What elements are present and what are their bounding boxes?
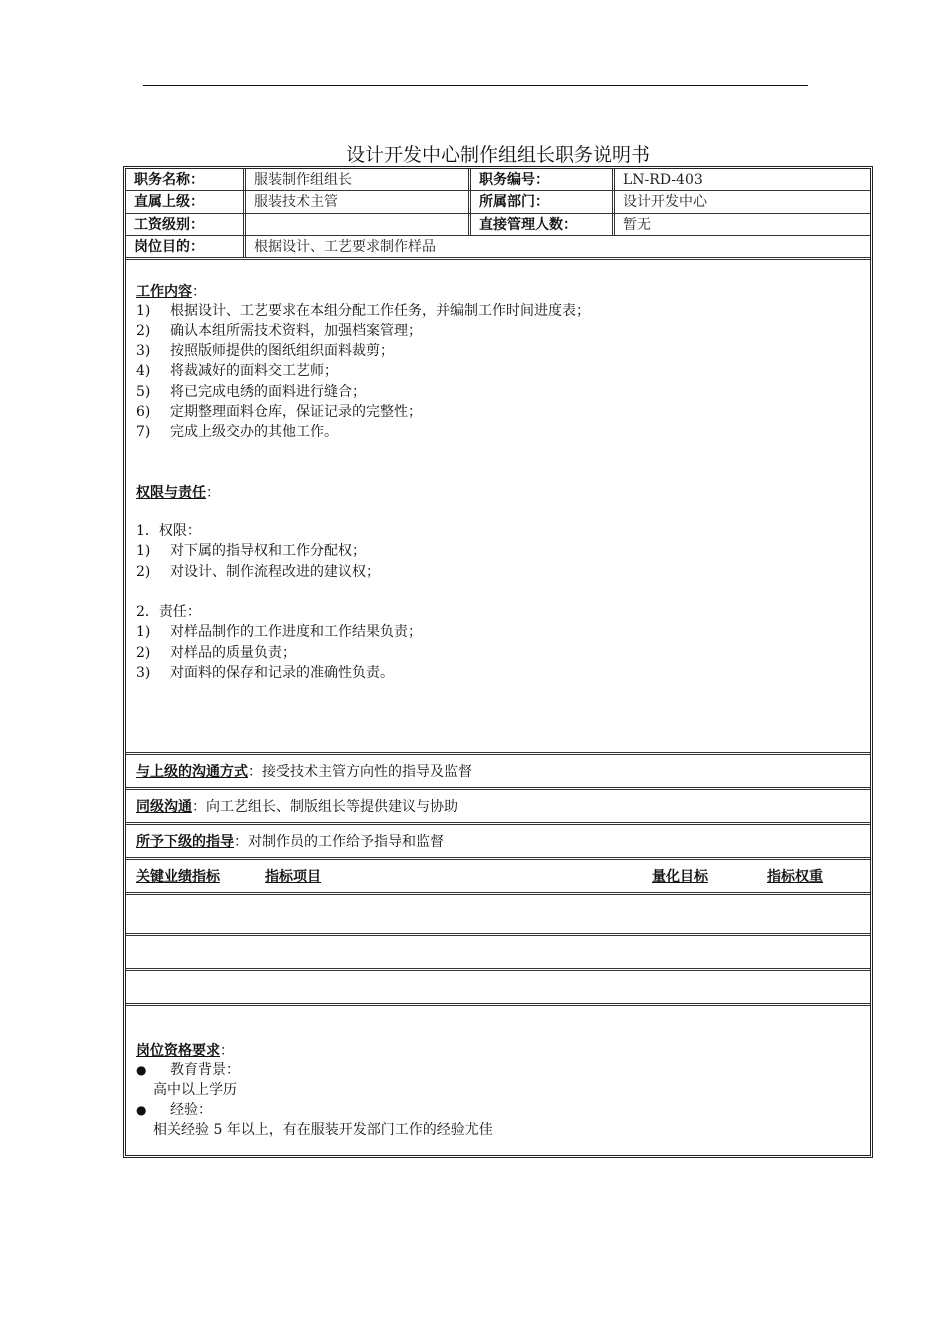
- list-item: [136, 422, 338, 442]
- column-divider: [468, 169, 471, 235]
- section-divider: [126, 968, 870, 971]
- label-colon: ：: [248, 764, 262, 780]
- authority-heading: [136, 483, 220, 503]
- item-number: 7): [136, 424, 151, 440]
- section-divider: [126, 857, 870, 860]
- section-divider: [126, 1003, 870, 1006]
- job-title-label: 职务名称：: [134, 172, 204, 188]
- column-divider: [243, 169, 246, 235]
- document-title: 设计开发中心制作组组长职务说明书: [345, 144, 650, 166]
- bullet-icon: ●: [136, 1103, 147, 1117]
- bullet-icon: ●: [136, 1063, 147, 1077]
- list-item: [136, 301, 590, 321]
- qualification-item: [136, 1100, 212, 1120]
- heading-colon: ：: [192, 284, 206, 300]
- section-divider: [126, 822, 870, 825]
- education-value: 高中以上学历: [153, 1082, 237, 1098]
- item-number: 2): [136, 323, 151, 339]
- heading-colon: ：: [220, 1043, 234, 1059]
- work-heading-text: 工作内容: [136, 284, 192, 300]
- item-number: 1): [136, 543, 151, 559]
- section-divider: [126, 892, 870, 895]
- peer-communication: [136, 797, 458, 817]
- qualification-item: [136, 1060, 240, 1080]
- list-item: [136, 341, 394, 361]
- item-text: 对样品制作的工作进度和工作结果负责；: [170, 624, 422, 640]
- item-text: 根据设计、工艺要求在本组分配工作任务，并编制工作时间进度表；: [170, 303, 590, 319]
- section-divider: [126, 787, 870, 790]
- header-rule: [143, 85, 808, 86]
- direct-reports-value: 暂无: [623, 217, 651, 233]
- superior-communication-label: 与上级的沟通方式: [136, 764, 248, 780]
- superior-communication: [136, 762, 472, 782]
- qualification-heading: [136, 1041, 234, 1061]
- section-divider: [126, 933, 870, 936]
- item-text: 将已完成电绣的面料进行缝合；: [170, 384, 366, 400]
- list-item: [136, 622, 422, 642]
- authority-heading-text: 权限与责任: [136, 485, 206, 501]
- item-number: 3): [136, 665, 151, 681]
- list-item: [136, 402, 422, 422]
- list-item: [136, 562, 380, 582]
- item-text: 对设计、制作流程改进的建议权；: [170, 564, 380, 580]
- subordinate-guidance-label: 所予下级的指导: [136, 834, 234, 850]
- column-divider: [612, 169, 615, 235]
- item-text: 确认本组所需技术资料，加强档案管理；: [170, 323, 422, 339]
- item-number: 2): [136, 645, 151, 661]
- job-code-label: 职务编号：: [479, 172, 549, 188]
- experience-label: 经验：: [170, 1102, 212, 1118]
- row-divider: [126, 257, 870, 260]
- item-number: 3): [136, 343, 151, 359]
- qualification-heading-text: 岗位资格要求: [136, 1043, 220, 1059]
- subordinate-guidance-text: 对制作员的工作给予指导和监督: [248, 834, 444, 850]
- list-item: [136, 541, 366, 561]
- list-item: [136, 361, 338, 381]
- item-number: 4): [136, 363, 151, 379]
- label-colon: ：: [234, 834, 248, 850]
- indicator-item-header: 指标项目: [265, 869, 321, 885]
- column-divider: [243, 235, 246, 258]
- item-number: 2): [136, 564, 151, 580]
- purpose-label: 岗位目的：: [134, 239, 204, 255]
- peer-communication-text: 向工艺组长、制版组长等提供建议与协助: [206, 799, 458, 815]
- peer-communication-label: 同级沟通: [136, 799, 192, 815]
- powers-title: 1．权限：: [136, 523, 201, 539]
- list-item: [136, 643, 296, 663]
- list-item: [136, 382, 366, 402]
- item-text: 定期整理面料仓库，保证记录的完整性；: [170, 404, 422, 420]
- list-item: [136, 321, 422, 341]
- experience-value: 相关经验 5 年以上，有在服装开发部门工作的经验尤佳: [153, 1122, 493, 1138]
- item-number: 1): [136, 303, 151, 319]
- duties-title: 2．责任：: [136, 604, 201, 620]
- item-text: 对面料的保存和记录的准确性负责。: [170, 665, 394, 681]
- department-value: 设计开发中心: [623, 194, 707, 210]
- education-label: 教育背景：: [170, 1062, 240, 1078]
- kpi-column-header: 关键业绩指标: [136, 869, 220, 885]
- job-title-value: 服装制作组组长: [254, 172, 352, 188]
- department-label: 所属部门：: [479, 194, 549, 210]
- item-number: 5): [136, 384, 151, 400]
- list-item: [136, 663, 394, 683]
- supervisor-value: 服装技术主管: [254, 194, 338, 210]
- job-code-value: LN-RD-403: [623, 172, 703, 188]
- section-divider: [126, 752, 870, 755]
- subordinate-guidance: [136, 832, 444, 852]
- salary-grade-label: 工资级别：: [134, 217, 204, 233]
- superior-communication-text: 接受技术主管方向性的指导及监督: [262, 764, 472, 780]
- item-text: 对样品的质量负责；: [170, 645, 296, 661]
- item-text: 对下属的指导权和工作分配权；: [170, 543, 366, 559]
- item-text: 将裁减好的面料交工艺师；: [170, 363, 338, 379]
- direct-reports-label: 直接管理人数：: [479, 217, 577, 233]
- item-number: 6): [136, 404, 151, 420]
- supervisor-label: 直属上级：: [134, 194, 204, 210]
- label-colon: ：: [192, 799, 206, 815]
- item-number: 1): [136, 624, 151, 640]
- item-text: 完成上级交办的其他工作。: [170, 424, 338, 440]
- purpose-value: 根据设计、工艺要求制作样品: [254, 239, 436, 255]
- heading-colon: ：: [206, 485, 220, 501]
- work-heading: [136, 282, 206, 302]
- target-header: 量化目标: [652, 869, 708, 885]
- item-text: 按照版师提供的图纸组织面料裁剪；: [170, 343, 394, 359]
- weight-header: 指标权重: [767, 869, 823, 885]
- job-description-table: [123, 166, 873, 1158]
